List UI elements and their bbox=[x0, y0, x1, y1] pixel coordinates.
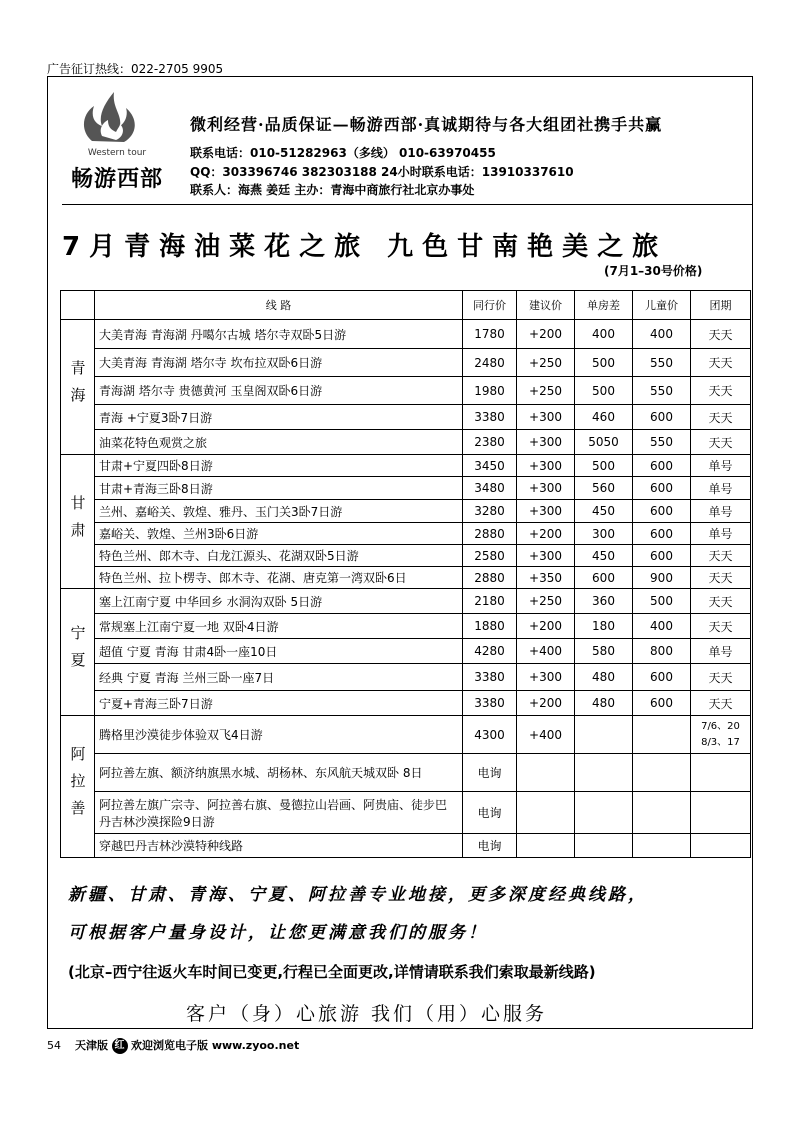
header-suggested-price: 建议价 bbox=[517, 291, 575, 320]
cell-route: 青海 +宁夏3卧7日游 bbox=[95, 405, 463, 430]
table-row bbox=[61, 716, 751, 754]
logo-chinese-name: 畅游西部 bbox=[70, 166, 163, 192]
table-row bbox=[61, 639, 751, 664]
cell-departure bbox=[691, 792, 751, 834]
cell-departure: 天天 bbox=[691, 377, 751, 405]
cell-peer-price: 3380 bbox=[463, 691, 517, 716]
cell-single-supplement: 300 bbox=[575, 523, 633, 545]
price-period: (7月1–30号价格) bbox=[604, 264, 703, 278]
cell-single-supplement: 500 bbox=[575, 349, 633, 377]
cell-departure: 天天 bbox=[691, 320, 751, 349]
footer-custom: 可根据客户量身设计，让您更满意我们的服务！ bbox=[68, 923, 488, 943]
table-row bbox=[61, 545, 751, 567]
ad-hotline: 广告征订热线：022-2705 9905 bbox=[47, 62, 224, 76]
cell-departure: 天天 bbox=[691, 567, 751, 589]
cell-child-price: 500 bbox=[633, 589, 691, 614]
cell-peer-price: 4280 bbox=[463, 639, 517, 664]
header-single-supplement: 单房差 bbox=[575, 291, 633, 320]
cell-suggested-price: +250 bbox=[517, 349, 575, 377]
cell-single-supplement: 500 bbox=[575, 377, 633, 405]
cell-child-price bbox=[633, 716, 691, 754]
edition: 天津版 bbox=[75, 1039, 108, 1052]
cell-departure: 天天 bbox=[691, 405, 751, 430]
cell-peer-price: 1980 bbox=[463, 377, 517, 405]
header-peer-price: 同行价 bbox=[463, 291, 517, 320]
cell-route: 油菜花特色观赏之旅 bbox=[95, 430, 463, 455]
cell-suggested-price bbox=[517, 834, 575, 858]
cell-suggested-price: +400 bbox=[517, 716, 575, 754]
cell-peer-price: 3380 bbox=[463, 664, 517, 691]
cell-child-price: 600 bbox=[633, 523, 691, 545]
cell-peer-price: 电询 bbox=[463, 834, 517, 858]
table-row bbox=[61, 500, 751, 523]
cell-child-price: 600 bbox=[633, 455, 691, 477]
contact-qq: QQ：303396746 382303188 24小时联系电话：13910337610 bbox=[190, 165, 574, 179]
table-row bbox=[61, 430, 751, 455]
footer-motto: 客户（身）心旅游 我们（用）心服务 bbox=[186, 1003, 548, 1025]
cell-peer-price: 3280 bbox=[463, 500, 517, 523]
cell-single-supplement bbox=[575, 716, 633, 754]
cell-single-supplement: 450 bbox=[575, 500, 633, 523]
cell-route: 大美青海 青海湖 塔尔寺 坎布拉双卧6日游 bbox=[95, 349, 463, 377]
cell-suggested-price bbox=[517, 792, 575, 834]
page-number: 54 bbox=[47, 1039, 61, 1052]
cell-departure bbox=[691, 834, 751, 858]
cell-departure: 天天 bbox=[691, 589, 751, 614]
cell-suggested-price: +300 bbox=[517, 477, 575, 500]
cell-child-price: 600 bbox=[633, 405, 691, 430]
table-row bbox=[61, 523, 751, 545]
cell-child-price: 800 bbox=[633, 639, 691, 664]
cell-child-price: 600 bbox=[633, 500, 691, 523]
cell-route: 腾格里沙漠徒步体验双飞4日游 bbox=[95, 716, 463, 754]
cell-departure: 单号 bbox=[691, 639, 751, 664]
table-row bbox=[61, 754, 751, 792]
cell-departure: 天天 bbox=[691, 349, 751, 377]
cell-route: 经典 宁夏 青海 兰州三卧一座7日 bbox=[95, 664, 463, 691]
cell-single-supplement: 400 bbox=[575, 320, 633, 349]
cell-departure: 天天 bbox=[691, 664, 751, 691]
table-row bbox=[61, 834, 751, 858]
cell-single-supplement: 5050 bbox=[575, 430, 633, 455]
contact-persons: 联系人：海燕 姜廷 主办：青海中商旅行社北京办事处 bbox=[190, 183, 475, 197]
table-row bbox=[61, 664, 751, 691]
cell-route: 宁夏+青海三卧7日游 bbox=[95, 691, 463, 716]
red-badge-icon: 红 bbox=[112, 1038, 128, 1054]
page-footer-text: 欢迎浏览电子版 www.zyoo.net bbox=[131, 1039, 300, 1052]
cell-peer-price: 2180 bbox=[463, 589, 517, 614]
cell-single-supplement: 360 bbox=[575, 589, 633, 614]
cell-peer-price: 2880 bbox=[463, 523, 517, 545]
cell-single-supplement bbox=[575, 754, 633, 792]
cell-departure: 7/6、20 8/3、17 bbox=[691, 716, 751, 754]
cell-peer-price: 2580 bbox=[463, 545, 517, 567]
cell-route: 大美青海 青海湖 丹噶尔古城 塔尔寺双卧5日游 bbox=[95, 320, 463, 349]
cell-departure: 单号 bbox=[691, 523, 751, 545]
cell-route: 穿越巴丹吉林沙漠特种线路 bbox=[95, 834, 463, 858]
cell-peer-price: 3480 bbox=[463, 477, 517, 500]
cell-route: 塞上江南宁夏 中华回乡 水洞沟双卧 5日游 bbox=[95, 589, 463, 614]
cell-peer-price: 3450 bbox=[463, 455, 517, 477]
contact-phone: 联系电话：010-51282963（多线） 010-63970455 bbox=[190, 146, 496, 160]
cell-departure: 天天 bbox=[691, 430, 751, 455]
table-row bbox=[61, 405, 751, 430]
cell-peer-price: 电询 bbox=[463, 792, 517, 834]
cell-suggested-price bbox=[517, 754, 575, 792]
cell-suggested-price: +250 bbox=[517, 377, 575, 405]
footer-specialty: 新疆、甘肃、青海、宁夏、阿拉善专业地接，更多深度经典线路， bbox=[68, 885, 648, 905]
cell-child-price bbox=[633, 754, 691, 792]
cell-single-supplement bbox=[575, 834, 633, 858]
cell-suggested-price: +350 bbox=[517, 567, 575, 589]
cell-suggested-price: +300 bbox=[517, 430, 575, 455]
header-departure: 团期 bbox=[691, 291, 751, 320]
cell-peer-price: 1780 bbox=[463, 320, 517, 349]
table-row bbox=[61, 691, 751, 716]
cell-single-supplement bbox=[575, 792, 633, 834]
cell-child-price: 600 bbox=[633, 691, 691, 716]
cell-single-supplement: 580 bbox=[575, 639, 633, 664]
cell-child-price: 900 bbox=[633, 567, 691, 589]
table-header-row bbox=[61, 291, 751, 320]
cell-single-supplement: 180 bbox=[575, 614, 633, 639]
table-row bbox=[61, 614, 751, 639]
cell-child-price bbox=[633, 792, 691, 834]
cell-child-price: 600 bbox=[633, 664, 691, 691]
header-divider bbox=[62, 204, 752, 205]
cell-departure: 天天 bbox=[691, 614, 751, 639]
cell-departure: 单号 bbox=[691, 500, 751, 523]
cell-child-price: 550 bbox=[633, 349, 691, 377]
cell-suggested-price: +250 bbox=[517, 589, 575, 614]
page-footer bbox=[47, 1037, 299, 1054]
logo-english-name: Western tour bbox=[87, 148, 147, 158]
routes-table bbox=[60, 290, 751, 858]
header-child-price: 儿童价 bbox=[633, 291, 691, 320]
cell-single-supplement: 450 bbox=[575, 545, 633, 567]
cell-child-price: 550 bbox=[633, 430, 691, 455]
cell-departure: 单号 bbox=[691, 455, 751, 477]
cell-suggested-price: +200 bbox=[517, 614, 575, 639]
cell-peer-price: 1880 bbox=[463, 614, 517, 639]
cell-child-price: 550 bbox=[633, 377, 691, 405]
company-logo bbox=[62, 86, 172, 196]
cell-suggested-price: +300 bbox=[517, 500, 575, 523]
cell-suggested-price: +300 bbox=[517, 664, 575, 691]
cell-departure bbox=[691, 754, 751, 792]
region-label: 青海 bbox=[61, 320, 95, 455]
cell-suggested-price: +200 bbox=[517, 523, 575, 545]
cell-peer-price: 4300 bbox=[463, 716, 517, 754]
table-row bbox=[61, 320, 751, 349]
cell-single-supplement: 480 bbox=[575, 664, 633, 691]
cell-single-supplement: 500 bbox=[575, 455, 633, 477]
cell-child-price: 400 bbox=[633, 320, 691, 349]
cell-route: 阿拉善左旗、额济纳旗黑水城、胡杨林、东风航天城双卧 8日 bbox=[95, 754, 463, 792]
cell-peer-price: 电询 bbox=[463, 754, 517, 792]
table-row bbox=[61, 455, 751, 477]
cell-single-supplement: 460 bbox=[575, 405, 633, 430]
table-row bbox=[61, 349, 751, 377]
cell-suggested-price: +300 bbox=[517, 405, 575, 430]
cell-route: 嘉峪关、敦煌、兰州3卧6日游 bbox=[95, 523, 463, 545]
cell-route: 阿拉善左旗广宗寺、阿拉善右旗、曼德拉山岩画、阿贵庙、徒步巴丹吉林沙漠探险9日游 bbox=[95, 792, 463, 834]
cell-single-supplement: 600 bbox=[575, 567, 633, 589]
cell-child-price bbox=[633, 834, 691, 858]
cell-route: 甘肃+青海三卧8日游 bbox=[95, 477, 463, 500]
table-row bbox=[61, 477, 751, 500]
cell-suggested-price: +200 bbox=[517, 320, 575, 349]
cell-route: 特色兰州、郎木寺、白龙江源头、花湖双卧5日游 bbox=[95, 545, 463, 567]
region-label: 宁夏 bbox=[61, 589, 95, 716]
table-row bbox=[61, 377, 751, 405]
cell-route: 常规塞上江南宁夏一地 双卧4日游 bbox=[95, 614, 463, 639]
region-label: 甘肃 bbox=[61, 455, 95, 589]
cell-single-supplement: 560 bbox=[575, 477, 633, 500]
cell-child-price: 600 bbox=[633, 477, 691, 500]
table-row bbox=[61, 567, 751, 589]
table-row bbox=[61, 589, 751, 614]
cell-route: 兰州、嘉峪关、敦煌、雅丹、玉门关3卧7日游 bbox=[95, 500, 463, 523]
cell-route: 特色兰州、拉卜楞寺、郎木寺、花湖、唐克第一湾双卧6日 bbox=[95, 567, 463, 589]
cell-single-supplement: 480 bbox=[575, 691, 633, 716]
cell-peer-price: 2380 bbox=[463, 430, 517, 455]
table-row bbox=[61, 792, 751, 834]
region-label: 阿拉善 bbox=[61, 716, 95, 858]
cell-suggested-price: +300 bbox=[517, 455, 575, 477]
cell-peer-price: 2480 bbox=[463, 349, 517, 377]
cell-departure: 单号 bbox=[691, 477, 751, 500]
footer-notice: (北京–西宁往返火车时间已变更,行程已全面更改,详情请联系我们索取最新线路) bbox=[68, 963, 596, 981]
flame-logo-icon bbox=[62, 86, 172, 148]
header-region bbox=[61, 291, 95, 320]
headline: 7月青海油菜花之旅 九色甘南艳美之旅 bbox=[62, 232, 668, 262]
cell-suggested-price: +200 bbox=[517, 691, 575, 716]
cell-route: 超值 宁夏 青海 甘肃4卧一座10日 bbox=[95, 639, 463, 664]
cell-peer-price: 3380 bbox=[463, 405, 517, 430]
cell-child-price: 600 bbox=[633, 545, 691, 567]
cell-route: 甘肃+宁夏四卧8日游 bbox=[95, 455, 463, 477]
cell-departure: 天天 bbox=[691, 691, 751, 716]
cell-route: 青海湖 塔尔寺 贵德黄河 玉皇阁双卧6日游 bbox=[95, 377, 463, 405]
cell-suggested-price: +300 bbox=[517, 545, 575, 567]
header-route: 线 路 bbox=[95, 291, 463, 320]
cell-child-price: 400 bbox=[633, 614, 691, 639]
cell-suggested-price: +400 bbox=[517, 639, 575, 664]
cell-departure: 天天 bbox=[691, 545, 751, 567]
slogan: 微利经营·品质保证—畅游西部·真诚期待与各大组团社携手共赢 bbox=[190, 115, 663, 134]
cell-peer-price: 2880 bbox=[463, 567, 517, 589]
